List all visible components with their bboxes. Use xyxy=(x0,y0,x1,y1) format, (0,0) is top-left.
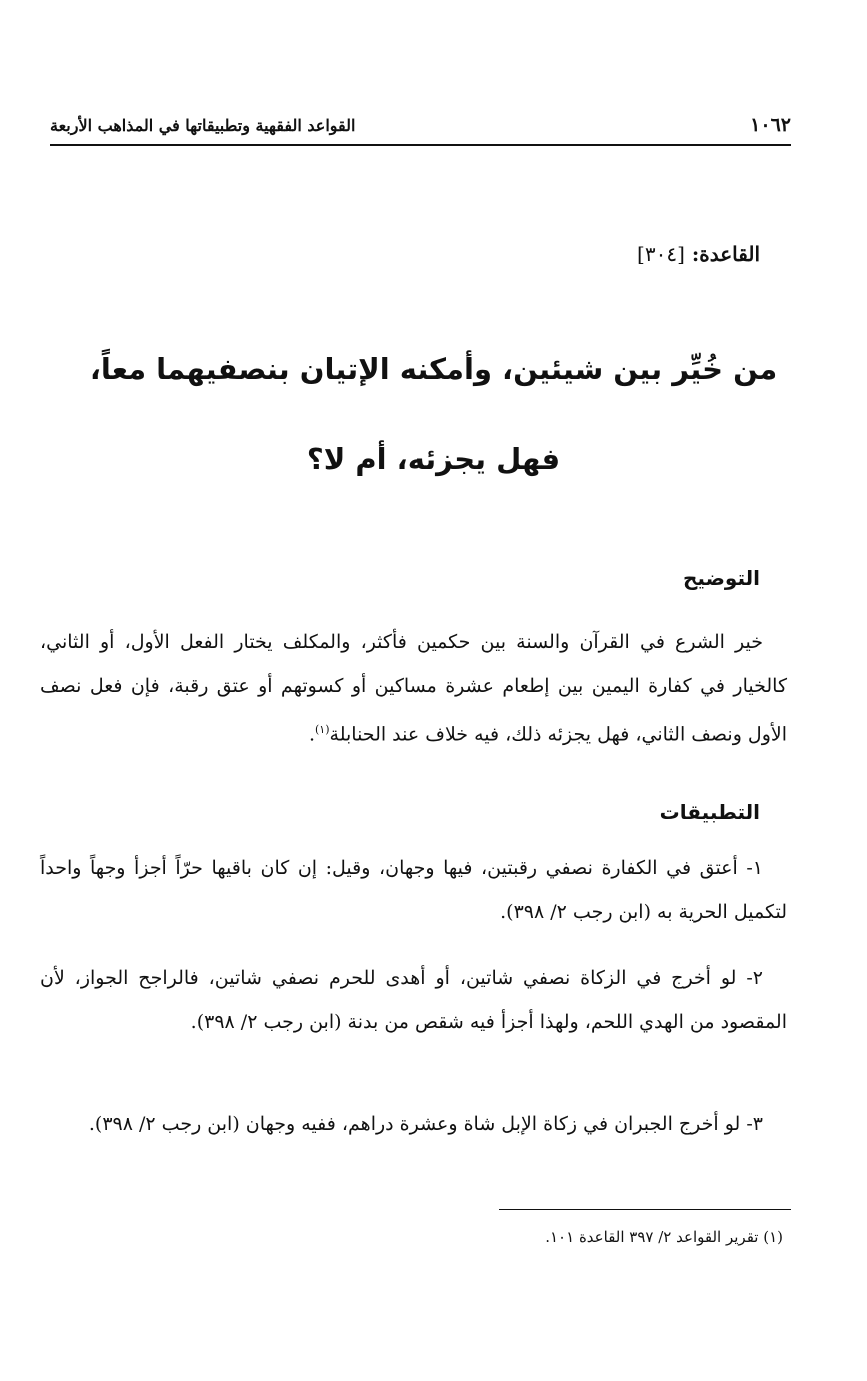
footnote-marker: (١) xyxy=(315,723,330,736)
application-text-2: ٢- لو أخرج في الزكاة نصفي شاتين، أو أهدى للحرم نصفي شاتين، فالراجح الجواز، لأن المقصود من الهدي اللحم، ولهذا أجزأ فيه شقص من بدنة (ابن رجب ٢/ ٣٩٨). xyxy=(40,967,787,1033)
rule-label xyxy=(637,242,760,266)
rule-title-line-1: من خُيِّر بين شيئين، وأمكنه الإتيان بنصفيهما معاً، xyxy=(89,352,778,386)
rule-label-text: القاعدة: xyxy=(691,242,760,266)
footnote: (١) تقرير القواعد ٢/ ٣٩٧ القاعدة ١٠١. xyxy=(545,1228,783,1246)
book-title: القواعد الفقهية وتطبيقاتها في المذاهب الأربعة xyxy=(50,116,356,135)
explanation-end: . xyxy=(308,723,315,746)
explanation-heading: التوضيح xyxy=(683,566,760,590)
explanation-paragraph xyxy=(40,620,787,756)
rule-number: [٣٠٤] xyxy=(637,242,685,266)
application-text-3: ٣- لو أخرج الجبران في زكاة الإبل شاة وعشرة دراهم، ففيه وجهان (ابن رجب ٢/ ٣٩٨). xyxy=(88,1113,763,1135)
application-item-2 xyxy=(40,956,787,1044)
application-item-1 xyxy=(40,846,787,934)
page-number: ١٠٦٢ xyxy=(750,114,791,136)
rule-title-line-2: فهل يجزئه، أم لا؟ xyxy=(306,442,561,476)
running-header xyxy=(50,104,791,146)
application-text-1: ١- أعتق في الكفارة نصفي رقبتين، فيها وجهان، وقيل: إن كان باقيها حرّاً أجزأ وجهاً واحداً لتكميل الحرية به (ابن رجب ٢/ ٣٩٨). xyxy=(40,857,787,923)
application-item-3 xyxy=(40,1102,787,1146)
explanation-text: خير الشرع في القرآن والسنة بين حكمين فأكثر، والمكلف يختار الفعل الأول، أو الثاني، كالخيار في كفارة اليمين بين إطعام عشرة مساكين أو كسوتهم أو عتق رقبة، فإن فعل نصف الأول ونصف الثاني، فهل يجزئه ذلك، فيه خلاف عند الحنابلة xyxy=(40,631,787,746)
footnote-divider xyxy=(499,1209,791,1210)
applications-heading: التطبيقات xyxy=(659,800,760,824)
